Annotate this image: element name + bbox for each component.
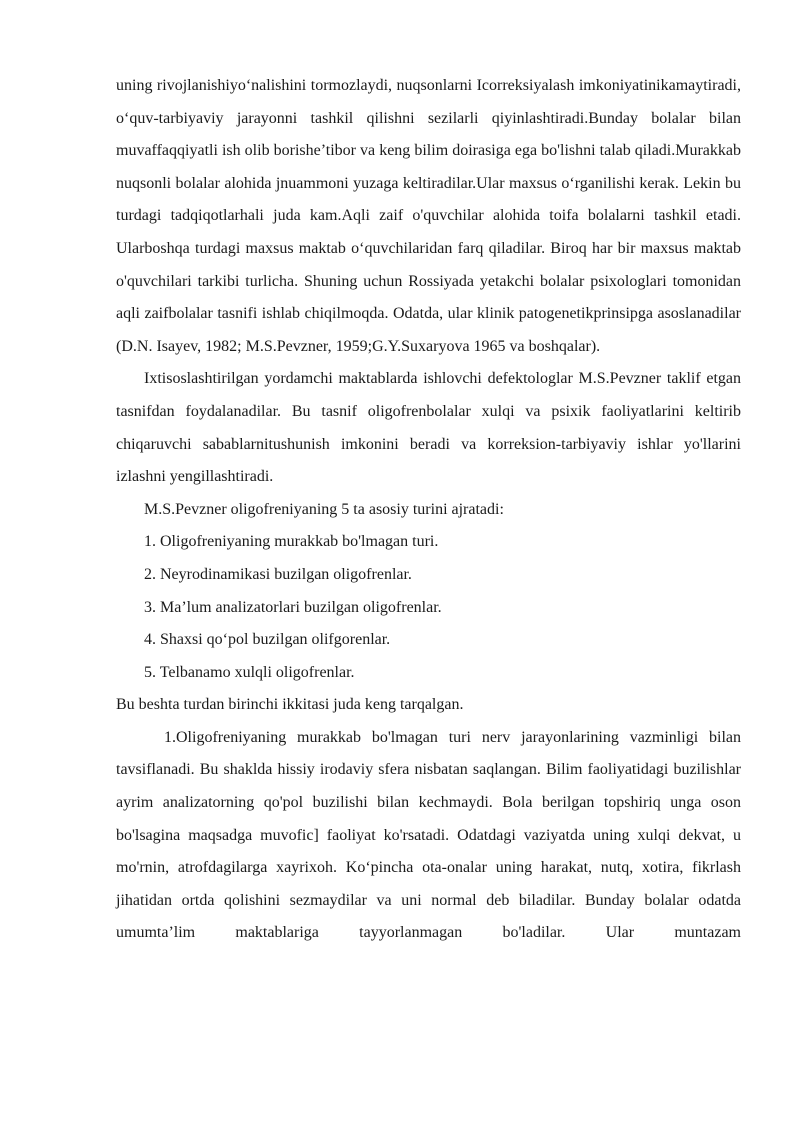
list-item: 5. Telbanamo xulqli oligofrenlar.: [144, 663, 355, 681]
list-heading: M.S.Pevzner oligofreniyaning 5 ta asosiy turini ajratadi:: [144, 500, 504, 518]
paragraph-summary: Bu beshta turdan birinchi ikkitasi juda keng tarqalgan.: [116, 696, 464, 714]
document-page: [116, 70, 741, 950]
list-item: 4. Shaxsi qo‘pol buzilgan olifgorenlar.: [144, 631, 391, 649]
list-item: 2. Neyrodinamikasi buzilgan oligofrenlar.: [144, 565, 412, 583]
paragraph-intro: uning rivojlanishiyo‘nalishini tormozlaydi, nuqsonlarni Icorreksiyalash imkoniyatinikamaytiradi, o‘quv-tarbiyaviy jarayonni tashkil qilishni sezilarli qiyinlashtiradi.Bunday bolalar bilan muvaffaqqiyatli ish olib borishe’tibor va keng bilim doirasiga ega bo'lishni talab qiladi.Murakkab nuqsonli bolalar alohida jnuammoni yuzaga keltiradilar.Ular maxsus o‘rganilishi kerak. Lekin bu turdagi tadqiqotlarhali juda kam.Aqli zaif o'quvchilar alohida toifa bolalarni tashkil etadi. Ularboshqa turdagi maxsus maktab o‘quvchilaridan farq qiladilar. Biroq har bir maxsus maktab o'quvchilari tarkibi turlicha. Shuning uchun Rossiyada yetakchi bolalar psixologlari tomonidan aqli zaifbolalar tasnifi ishlab chiqilmoqda. Odatda, ular klinik patogenetikprinsipga asoslanadilar (D.N. Isayev, 1982; M.S.Pevzner, 1959;G.Y.Suxaryova 1965 va boshqalar).: [116, 77, 741, 355]
list-item: 1. Oligofreniyaning murakkab bo'lmagan turi.: [144, 533, 439, 551]
list-item: 3. Ma’lum analizatorlari buzilgan oligofrenlar.: [144, 598, 442, 616]
paragraph-pevzner-classification: Ixtisoslashtirilgan yordamchi maktablarda ishlovchi defektologlar M.S.Pevzner taklif etgan tasnifdan foydalanadilar. Bu tasnif oligofrenbolalar xulqi va psixik faoliyatlarini keltirib chiqaruvchi sabablarnitushunish imkonini beradi va korreksion-tarbiyaviy ishlar yo'llarini izlashni yengillashtiradi.: [116, 370, 741, 486]
paragraph-type-one: 1.Oligofreniyaning murakkab bo'lmagan turi nerv jarayonlarining vazminligi bilan tavsiflanadi. Bu shaklda hissiy irodaviy sfera nisbatan saqlangan. Bilim faoliyatidagi buzilishlar ayrim analizatorning qo'pol buzilishi bilan kechmaydi. Bola berilgan topshiriq unga oson bo'lsagina maqsadga muvofic] faoliyat ko'rsatadi. Odatdagi vaziyatda uning xulqi dekvat, u mo'rnin, atrofdagilarga xayrixoh. Ko‘pincha ota-onalar uning harakat, nutq, xotira, fikrlash jihatidan ortda qolishini sezmaydilar va uni normal deb biladilar. Bunday bolalar odatda umumta’lim maktablariga tayyorlanmagan bo'ladilar. Ular muntazam: [116, 728, 741, 942]
